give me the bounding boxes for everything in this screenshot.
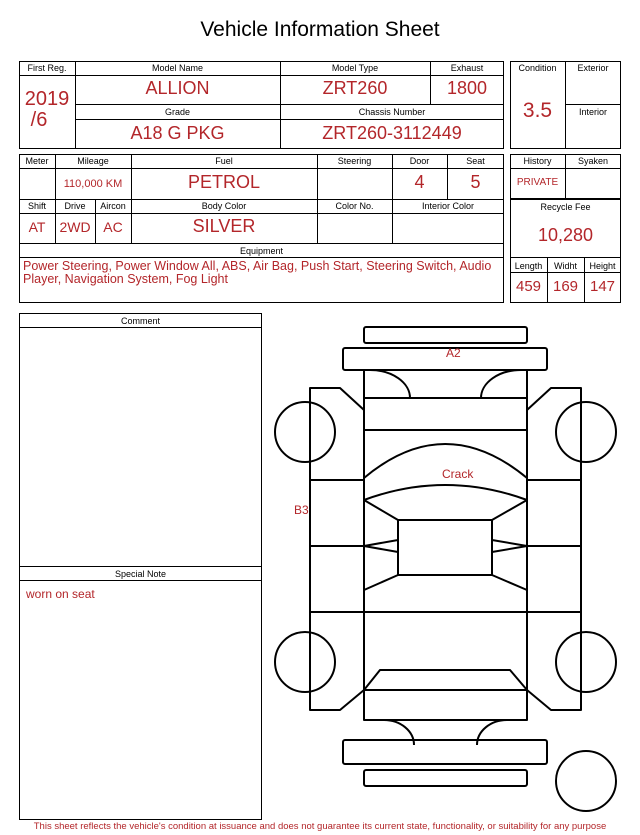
left-front-door [310,480,364,546]
height-value: 147 [589,278,616,295]
front-hood-edge [343,348,547,370]
diagram-mark-crack: Crack [442,467,474,481]
recycle-fee-value: 10,280 [537,225,594,245]
exhaust-label: Exhaust [450,63,484,73]
roof-panel [398,520,492,575]
trunk-panel [364,690,527,720]
grade-label: Grade [164,107,190,117]
aircon-label: Aircon [100,201,126,211]
wheel-front-right [556,402,616,462]
syaken-label: Syaken [577,156,609,166]
height-label: Height [589,261,616,271]
width-label: Widht [553,261,577,271]
length-value: 459 [515,278,542,295]
wheel-rear-left [275,632,335,692]
drive-label: Drive [64,201,86,211]
front-bumper-panel [364,327,527,343]
headlight-right [481,370,521,398]
diagram-mark-b3: B3 [294,503,309,517]
history-value: PRIVATE [516,177,559,188]
right-rear-door [527,546,581,612]
first-reg-year: 2019 [24,88,70,110]
chassis-number-value: ZRT260-3112449 [322,123,462,143]
rear-window [364,670,527,690]
first-reg-month: /6 [30,109,48,131]
steering-label: Steering [337,156,372,166]
hood-panel [364,398,527,430]
diagram-mark-a2: A2 [446,346,461,360]
exterior-label: Exterior [577,63,609,73]
door-value: 4 [414,172,425,192]
model-type-label: Model Type [331,63,379,73]
right-rear-fender [527,612,581,710]
page-title: Vehicle Information Sheet [200,18,440,41]
front-hood-panel [364,370,527,398]
left-rear-fender [310,612,364,710]
drive-value: 2WD [59,219,91,235]
first-reg-label: First Reg. [27,63,67,73]
interior-label: Interior [578,107,607,117]
spare-wheel [556,751,616,811]
condition-value: 3.5 [522,99,553,122]
model-type-value: ZRT260 [322,78,388,98]
aircon-value: AC [103,219,123,235]
fuel-label: Fuel [215,156,233,166]
right-rear-window [492,546,527,590]
headlight-left [370,370,410,398]
history-label: History [523,156,552,166]
shift-value: AT [28,219,46,235]
width-value: 169 [552,278,579,295]
rear-section [364,612,527,690]
condition-label: Condition [518,63,557,73]
right-front-fender [527,388,581,480]
left-front-window [364,500,398,546]
shift-label: Shift [27,201,46,211]
body-color-value: SILVER [192,216,256,236]
meter-label: Meter [25,156,49,166]
wheel-front-left [275,402,335,462]
door-label: Door [409,156,430,166]
body-color-label: Body Color [201,201,247,211]
equipment-value: Power Steering, Power Window All, ABS, Air Bag, Push Start, Steering Switch, Audio Player, Navigation System, Fog Light [23,259,492,286]
interior-color-label: Interior Color [421,201,475,211]
grade-value: A18 G PKG [130,123,225,143]
taillight-left [384,720,414,745]
seat-value: 5 [470,172,481,192]
wheel-rear-right [556,632,616,692]
comment-label: Comment [120,316,160,326]
mileage-value: 110,000 KM [63,178,123,190]
exhaust-value: 1800 [446,78,488,98]
special-note-label: Special Note [114,569,167,579]
color-no-label: Color No. [335,201,374,211]
left-front-fender [310,388,364,480]
left-rear-door [310,546,364,612]
left-rear-window [364,546,398,590]
mileage-label: Mileage [77,156,109,166]
right-front-window [492,500,527,546]
chassis-number-label: Chassis Number [358,107,426,117]
length-label: Length [514,261,543,271]
right-front-door [527,480,581,546]
rear-bumper-panel [364,770,527,786]
model-name-label: Model Name [151,63,204,73]
recycle-fee-label: Recycle Fee [540,202,591,212]
special-note-value: worn on seat [26,587,95,601]
disclaimer-footer: This sheet reflects the vehicle's condition at issuance and does not guarantee its current state, functionality, or suitability for any purpose [33,821,607,832]
rear-bumper-edge [343,740,547,764]
fuel-value: PETROL [187,172,261,192]
equipment-label: Equipment [239,246,284,256]
taillight-right [477,720,507,745]
model-name-value: ALLION [145,78,210,98]
seat-label: Seat [466,156,485,166]
